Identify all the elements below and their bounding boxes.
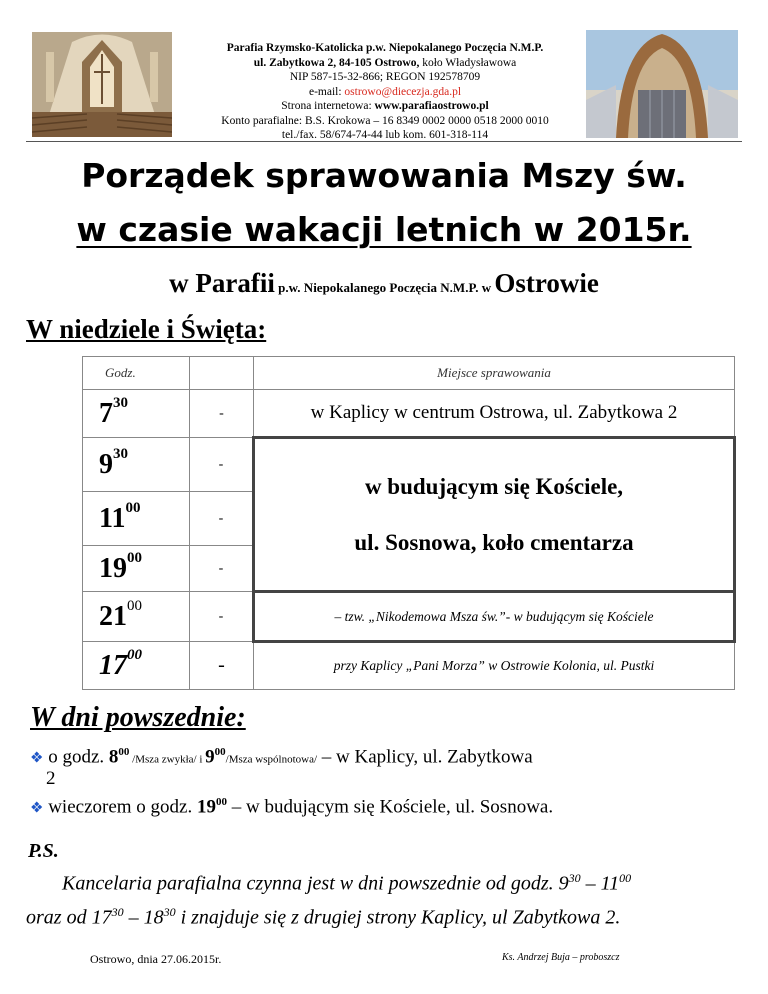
list-item: ❖ o godz. $8^{00}$ /Msza zwykła/ i $9^{00}$/Msza wspólnotowa/ – w Kaplicy, ul. Zabytkowa 2 <box>30 746 533 790</box>
diamond-bullet-icon: ❖ <box>30 800 44 817</box>
parish-address: ul. Zabytkowa 2, 84-105 Ostrowo, koło Władysławowa <box>253 56 517 69</box>
parish-subtitle: w Parafii p.w. Niepokalanego Poczęcia N.M.P. w Ostrowie <box>169 268 599 298</box>
parish-header <box>190 41 580 143</box>
list-item: ❖ wieczorem o godz. $19^{00}$ – w budującym się Kościele, ul. Sosnowa. <box>30 796 554 818</box>
mass-time: $9^{30}$ <box>83 438 190 492</box>
table-header-row <box>83 357 735 390</box>
church-place-line2: ul. Sosnowa, koło cmentarza <box>354 529 634 555</box>
parish-bank-account: Konto parafialne: B.S. Krokowa – 16 8349 0002 0000 0518 2000 0010 <box>221 114 549 127</box>
parish-tax-ids: NIP 587-15-32-866; REGON 192578709 <box>289 71 481 83</box>
mass-time: $21^{00}$ <box>83 592 190 642</box>
header-time: Godz. <box>83 357 190 390</box>
dash: - <box>190 390 254 438</box>
church-place-cell <box>254 438 735 592</box>
church-exterior-photo <box>586 30 738 138</box>
diamond-bullet-icon: ❖ <box>30 750 44 767</box>
header-place: Miejsce sprawowania <box>254 357 735 390</box>
table-row <box>83 390 735 438</box>
church-place-line1: w budującym się Kościele, <box>364 473 624 499</box>
sundays-heading: W niedziele i Święta: <box>26 314 267 344</box>
website-link[interactable]: www.parafiaostrowo.pl <box>374 100 489 112</box>
page-title: Porządek sprawowania Mszy św. <box>81 156 687 195</box>
page-title-line2: w czasie wakacji letnich w 2015r. <box>76 210 692 249</box>
parish-phone: tel./fax. 58/674-74-44 lub kom. 601-318-114 <box>281 129 489 141</box>
church-interior-photo <box>32 32 172 137</box>
mass-time: $7^{30}$ <box>83 390 190 438</box>
mass-time: $11^{00}$ <box>83 492 190 546</box>
ps-text: Kancelaria parafialna czynna jest w dni powszednie od godz. $9^{30} - 11^{00}$ oraz od $17^{30} - 18^{30}$ i znajduje się z drugiej strony Kaplicy, ul Zabytkowa 2. <box>26 871 632 929</box>
header-divider <box>26 141 742 142</box>
dash: - <box>190 492 254 546</box>
table-row <box>83 642 735 690</box>
footer-signature: Ks. Andrzej Buja – proboszcz <box>502 952 620 963</box>
table-row <box>83 438 735 492</box>
dash: - <box>190 592 254 642</box>
header-blank <box>190 357 254 390</box>
mass-time: $19^{00}$ <box>83 546 190 592</box>
ps-label: P.S. <box>28 840 59 862</box>
footer-date: Ostrowo, dnia 27.06.2015r. <box>90 952 222 966</box>
parish-website-line: Strona internetowa: www.parafiaostrowo.pl <box>281 100 489 112</box>
dash: - <box>190 546 254 592</box>
parish-email-line: e-mail: ostrowo@diecezja.gda.pl <box>308 85 462 98</box>
mass-place: – tzw. „Nikodemowa Msza św.”- w budującym się Kościele <box>254 592 735 642</box>
table-row <box>83 592 735 642</box>
sunday-schedule-table <box>82 356 736 690</box>
dash: - <box>190 642 254 690</box>
mass-time: $17^{00}$ <box>83 642 190 690</box>
mass-place: przy Kaplicy „Pani Morza” w Ostrowie Kolonia, ul. Pustki <box>254 642 735 690</box>
email-link[interactable]: ostrowo@diecezja.gda.pl <box>344 85 462 98</box>
parish-name: Parafia Rzymsko-Katolicka p.w. Niepokalanego Poczęcia N.M.P. <box>226 42 544 54</box>
mass-place: w Kaplicy w centrum Ostrowa, ul. Zabytkowa 2 <box>254 390 735 438</box>
weekdays-heading: W dni powszednie: <box>30 702 246 733</box>
dash: - <box>190 438 254 492</box>
